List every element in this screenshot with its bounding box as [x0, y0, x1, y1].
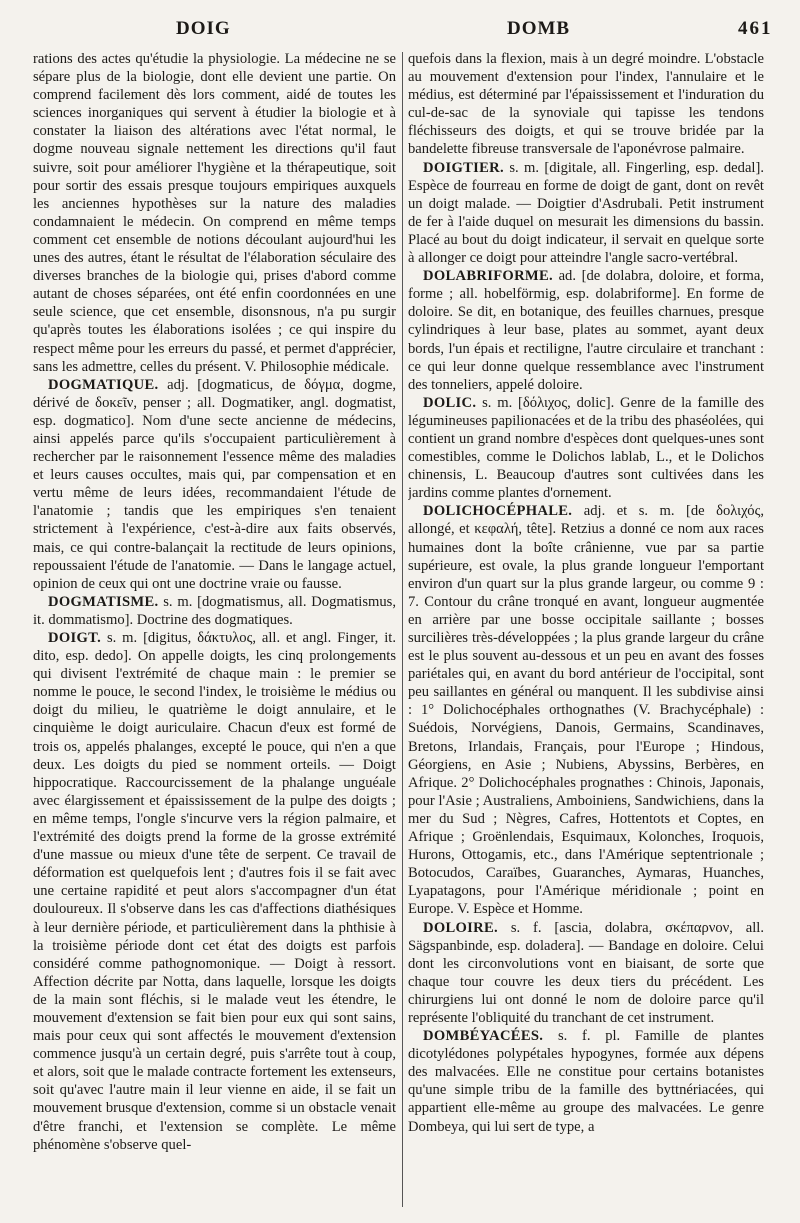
entry-body: s. m. [digitale, all. Fingerling, esp. dedal]. Espèce de fourreau en forme de doigt de gant, dont on revêt un doigt malade. — Doigtier d'Asdrubali. Petit instrument de fer à l'aide duquel on mesurait les dimensions du bassin. Placé au bout du doigt indicateur, il servait en quelque sorte à allonger ce doigt pour atteindre l'angle sacro-vertébral. — [408, 159, 764, 267]
entry-body: s. m. [dogmatismus, all. Dogmatismus, it. dommatismo]. Doctrine des dogmatiques. — [33, 593, 396, 628]
right-column — [408, 50, 764, 1212]
entry-dombeyacees — [408, 1027, 764, 1136]
page-number: 461 — [738, 18, 773, 39]
running-header — [0, 18, 800, 48]
entry-body: adj. [dogmaticus, de δόγμα, dogme, dérivé de δοκεῖν, penser ; all. Dogmatiker, angl. dogmatist, esp. dogmatico]. Nom d'une secte ancienne de médecins, ainsi appelés parce qu'ils s'occupaient particulièrement à rechercher par le raisonnement l'essence même des maladies et leurs causes occultes, mais qui, par compensation et en vertu même de leurs idées, recommandaient l'étude de l'anatomie ; tandis que les empiriques s'en tenaient strictement à l'expérience, c'est-à-dire aux faits observés, mais, ce qui contre-balançait la rectitude de leurs opinions, repoussaient l'étude de l'anatomie. — Dans le langage actuel, opinion de ceux qui ont une doctrine vraie ou fausse. — [33, 376, 396, 592]
headword: DOMBÉYACÉES. — [423, 1028, 544, 1045]
column-divider — [402, 52, 403, 1207]
headword: DOGMATIQUE. — [48, 376, 159, 393]
entry-body: s. m. [digitus, δάκτυλος, all. et angl. Finger, it. dito, esp. dedo]. On appelle doigts, les cinq prolongements qui divisent l'extrémité de chaque main : le premier se nomme le pouce, le second l'index, le troisième le médius ou doigt du milieu, le quatrième le doigt annulaire, et le cinquième le doigt auriculaire. Chacun d'eux est formé de trois os, appelés phalanges, excepté le pouce, qui n'en a que deux. Les doigts du pied se nomment orteils. — Doigt hippocratique. Raccourcissement de la phalange unguéale avec élargissement et épaississement de la pulpe des doigts ; en même temps, l'ongle s'incurve vers la région palmaire, et l'extrémité des doigts prend la forme de la grosse extrémité d'une massue ou mieux d'une tête de serpent. Ce travail de déformation est quelquefois lent ; d'autres fois il se fait avec une certaine rapidité et peut alors s'accompagner d'un état douloureux. Il s'observe dans les cas d'affections diathésiques à leur dernière période, et particulièrement dans la phthisie à la troisième période dont cet état des doigts est parfois considéré comme pathognomonique. — Doigt à ressort. Affection décrite par Notta, dans laquelle, lorsque les doigts de la main sont fléchis, si le malade veut les étendre, le mouvement d'extension se fait bien pour eux qui sont sains, mais pour ceux qui sont affectés le mouvement d'extension commence jusqu'à un certain degré, puis s'arrête tout à coup, et alors, soit que le malade contracte fortement les extenseurs, soit qu'avec l'autre main il leur vienne en aide, il se fait un mouvement brusque d'extension, comme si un obstacle venait d'être franchi, et l'extension se complète. Le même phénomène s'observe quel- — [33, 630, 396, 1153]
entry-body: s. m. [δόλιχος, dolic]. Genre de la famille des légumineuses papilionacées et de la tribu des phaséolées, qui contient un grand nombre d'espèces dont quelques-unes sont comestibles, comme le Dolichos lablab, L., et le Dolichos chinensis, L. Beaucoup d'autres sont cultivées dans les jardins comme plantes d'ornement. — [408, 394, 764, 502]
entry-dogmatisme — [33, 593, 396, 629]
continued-paragraph: rations des actes qu'étudie la physiologie. La médecine ne se sépare plus de la biologie, dont elle devient une partie. On comprend facilement dès lors comment, aidé de toutes les sciences inorganiques qui servent à étudier la biologie et à constater la liaison des altérations avec l'état normal, le dogme nouveau signale nettement les directions qu'il faut suivre, soit pour améliorer l'hygiène et la thérapeutique, soit pour sortir des essais presque toujours empiriques auxquels les anciennes hypothèses sur la nature des maladies condamnaient le médecin. On comprend en même temps comment cet ensemble de notions découlant aujourd'hui les unes des autres, étant le résultat de l'élaboration séculaire des diverses branches de la biologie qui, prises d'abord comme autant de choses séparées, ont été enfin coordonnées en une seule science, que cet ensemble, disonsnous, n'a pu surgir qu'après toutes les élaborations isolées ; ce qui inspire du respect même pour les erreurs du passé, et permet d'apprécier, sans les admettre, celles du présent. V. Philosophie médicale. — [33, 51, 396, 375]
entry-body: s. f. [ascia, dolabra, σκέπαρνον, all. Sägspanbinde, esp. doladera]. — Bandage en doloire. Celui dont les circonvolutions vont en biaisant, de sorte que chaque tour couvre les deux tiers du précédent. Les chirurgiens lui ont donné le nom de doloire parce qu'il représente l'obliquité du tranchant de cet instrument. — [408, 919, 764, 1026]
headword: DOLABRIFORME. — [423, 268, 553, 285]
entry-doloire — [408, 919, 764, 1028]
entry-body: s. f. pl. Famille de plantes dicotylédones polypétales hypogynes, formée aux dépens des malvacées. Elle ne constitue pour certains botanistes qu'une simple tribu de la famille des byttnériacées, qui appartient elle-même au groupe des malvacées. Le genre Dombeya, qui lui sert de type, a — [408, 1028, 764, 1135]
headword: DOGMATISME. — [48, 593, 159, 610]
continued-paragraph: quefois dans la flexion, mais à un degré moindre. L'obstacle au mouvement d'extension pour l'index, l'annulaire et le médius, est déterminé par l'épaississement et l'induration du cul-de-sac de la synoviale qui tapisse les tendons fléchisseurs des doigts, et qui se trouve bridée par la bandelette fibreuse transversale de l'aponévrose palmaire. — [408, 51, 764, 158]
entry-body: ad. [de dolabra, doloire, et forma, forme ; all. hobelförmig, esp. dolabriforme]. En forme de doloire. Se dit, en botanique, des feuilles charnues, presque cylindriques à leur base, plates au sommet, ayant deux bords, l'un épais et rectiligne, l'autre circulaire et tranchant : ce qui leur donne quelque ressemblance avec l'instrument des tonneliers, appelé doloire. — [408, 268, 764, 393]
header-left-guide-word: DOIG — [176, 18, 231, 39]
headword: DOIGT. — [48, 630, 102, 646]
entry-doigtier — [408, 159, 764, 268]
headword: DOLOIRE. — [423, 919, 498, 936]
entry-dolichocephale — [408, 502, 764, 918]
header-right-guide-word: DOMB — [507, 18, 571, 39]
headword: DOLICHOCÉPHALE. — [423, 503, 573, 520]
left-column — [33, 50, 396, 1212]
entry-dolabriforme — [408, 267, 764, 394]
entry-dolic — [408, 394, 764, 503]
entry-doigt — [33, 629, 396, 1154]
entry-body: adj. et s. m. [de δολιχός, allongé, et κεφαλή, tête]. Retzius a donné ce nom aux races humaines dont la boîte crânienne, vue par sa partie supérieure, est ovale, la plus grande longueur l'emportant environ d'un quart sur la plus grande largeur, ou comme 9 : 7. Contour du crâne tronqué en avant, longueur augmentée en arrière par une bosse occipitale saillante ; bosses surcilières très-développées ; la plus grande largeur du crâne est le plus souvent au-dessous et un peu en avant des fosses pariétales qui, en avant du bord antérieur de l'occipital, sont peu saillantes en général ou manquent. Il les subdivise ainsi : 1° Dolichocéphales orthognathes (V. Brachycéphale) : Suédois, Norvégiens, Danois, Germains, Scandinaves, Bretons, Irlandais, Français, pour l'Europe ; Hindous, Géorgiens, en Asie ; Nubiens, Abyssins, Berbères, en Afrique. 2° Dolichocéphales prognathes : Chinois, Japonais, pour l'Asie ; Australiens, Amboiniens, Sandwichiens, dans la mer du Sud ; Nègres, Cafres, Hottentots et Coptes, en Afrique ; Groënlendais, Esquimaux, Kolonches, Iroquois, Hurons, Ottogamis, etc., dans l'Amérique septentrionale ; Botocudos, Caraïbes, Guaranches, Aymaras, Huanches, Lyapatagons, pour l'Amérique méridionale ; point en Europe. V. Espèce et Homme. — [408, 503, 764, 918]
headword: DOIGTIER. — [423, 159, 504, 176]
entry-dogmatique — [33, 376, 396, 593]
headword: DOLIC. — [423, 394, 477, 411]
